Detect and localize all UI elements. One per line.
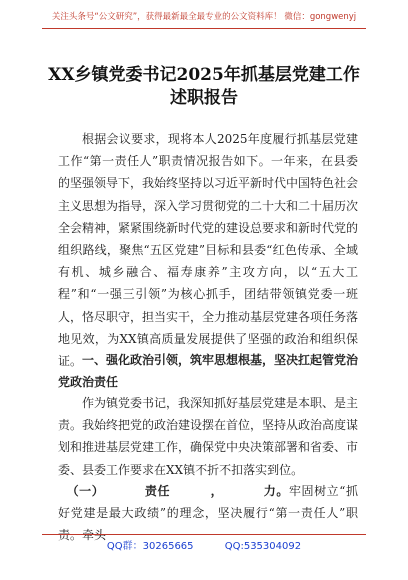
footer-qq: QQ:535304092 [224, 541, 302, 552]
header-divider [42, 28, 366, 29]
title-line-1: XX乡镇党委书记2025年抓基层党建工作 [48, 65, 360, 85]
header-notice: 关注头条号“公文研究”，获得最新最全最专业的公文资料库！ 微信：gongwenyj [51, 12, 357, 22]
title-line-2: 述职报告 [170, 88, 238, 108]
subsection-1-title-c: 力。 [263, 484, 289, 498]
footer-contact [0, 537, 408, 552]
subsection-1-title-b: ， [210, 484, 224, 498]
section-1-heading: 一、强化政治引领，筑牢思想根基，坚决扛起管党治党政治责任 [58, 353, 359, 389]
footer-divider [42, 534, 366, 535]
section-1-paragraph: 作为镇党委书记，我深知抓好基层党建是本职、是主责。我始终把党的政治建设摆在首位，坚持从政治高度谋划和推进基层党建工作，确保党中央决策部署和省委、市委、县委工作要求在XX镇不折不扣落实到位。 [58, 396, 359, 477]
subsection-1-text: 牢固树立“抓好党建是最大政绩”的理念，坚决履行“第一责任人”职责。牵头 [58, 484, 358, 543]
intro-paragraph: 根据会议要求，现将本人2025年度履行抓基层党建工作“第一责任人”职责情况报告如下。一年来，在县委的坚强领导下，我始终坚持以习近平新时代中国特色社会主义思想为指导，深入学习贯彻党的二十大和二十届历次全会精神，紧紧围绕新时代党的建设总要求和新时代党的组织路线，聚焦“五区党建”目标和县委“红色传承、全域有机、城乡融合、福寿康养”主攻方向，以“五大工程”和“一强三引领”为核心抓手，团结带领镇党委一班人，恪尽职守，担当实干，全力推动基层党建各项任务落地见效，为XX镇高质量发展提供了坚强的政治和组织保证。 [58, 132, 359, 369]
subsection-1-number: （一） [66, 484, 105, 498]
subsection-1-title-a: 责任 [144, 484, 171, 498]
footer-qq-group: QQ群：30265665 [106, 541, 194, 552]
document-title [30, 64, 378, 110]
